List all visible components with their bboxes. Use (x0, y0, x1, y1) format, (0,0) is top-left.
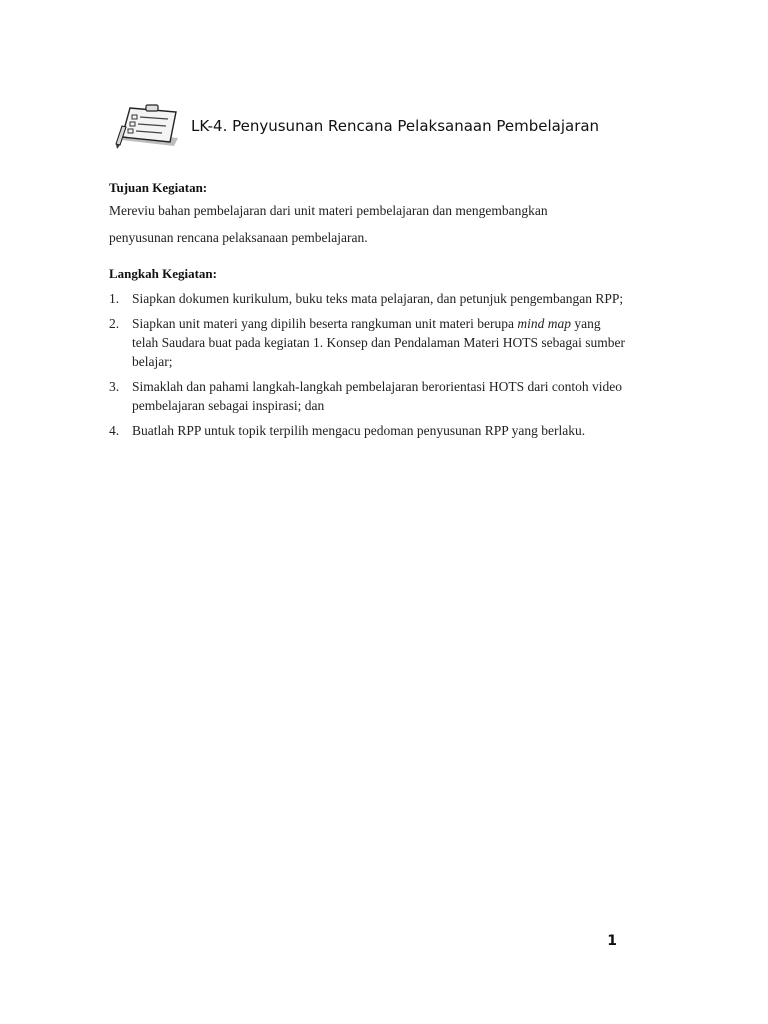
objective-line-2: penyusunan rencana pelaksanaan pembelajaran. (109, 230, 368, 245)
list-item (109, 289, 629, 308)
list-item-number: 1. (109, 291, 120, 306)
list-item-number: 3. (109, 379, 120, 394)
list-item-number: 2. (109, 316, 120, 331)
list-item (109, 314, 629, 371)
list-item-text-part: yang telah Saudara buat pada kegiatan 1. Konsep dan Pendalaman Materi HOTS sebagai sumber belajar; (132, 316, 625, 369)
list-item-text: Buatlah RPP untuk topik terpilih mengacu pedoman penyusunan RPP yang berlaku. (132, 423, 586, 438)
worksheet-header (112, 100, 672, 150)
list-item-italic-term: mind map (517, 316, 572, 331)
list-item-text: Siapkan dokumen kurikulum, buku teks mata pelajaran, dan petunjuk pengembangan RPP; (132, 291, 624, 306)
list-item-text-part: Siapkan unit materi yang dipilih beserta rangkuman unit materi berupa (132, 316, 518, 331)
page-number: 1 (607, 933, 617, 949)
clipboard-checklist-icon (112, 100, 190, 150)
objective-line-1: Mereviu bahan pembelajaran dari unit materi pembelajaran dan mengembangkan (109, 203, 548, 218)
list-item-number: 4. (109, 423, 120, 438)
list-item (109, 421, 629, 440)
list-item (109, 377, 629, 415)
objective-text (109, 197, 629, 251)
list-item-text: Simaklah dan pahami langkah-langkah pembelajaran berorientasi HOTS dari contoh video pembelajaran sebagai inspirasi; dan (132, 379, 622, 413)
objective-heading: Tujuan Kegiatan: (109, 180, 208, 195)
steps-heading: Langkah Kegiatan: (109, 266, 217, 281)
steps-list (109, 289, 629, 440)
worksheet-title: LK-4. Penyusunan Rencana Pelaksanaan Pembelajaran (191, 117, 600, 135)
list-item-text (132, 316, 625, 369)
